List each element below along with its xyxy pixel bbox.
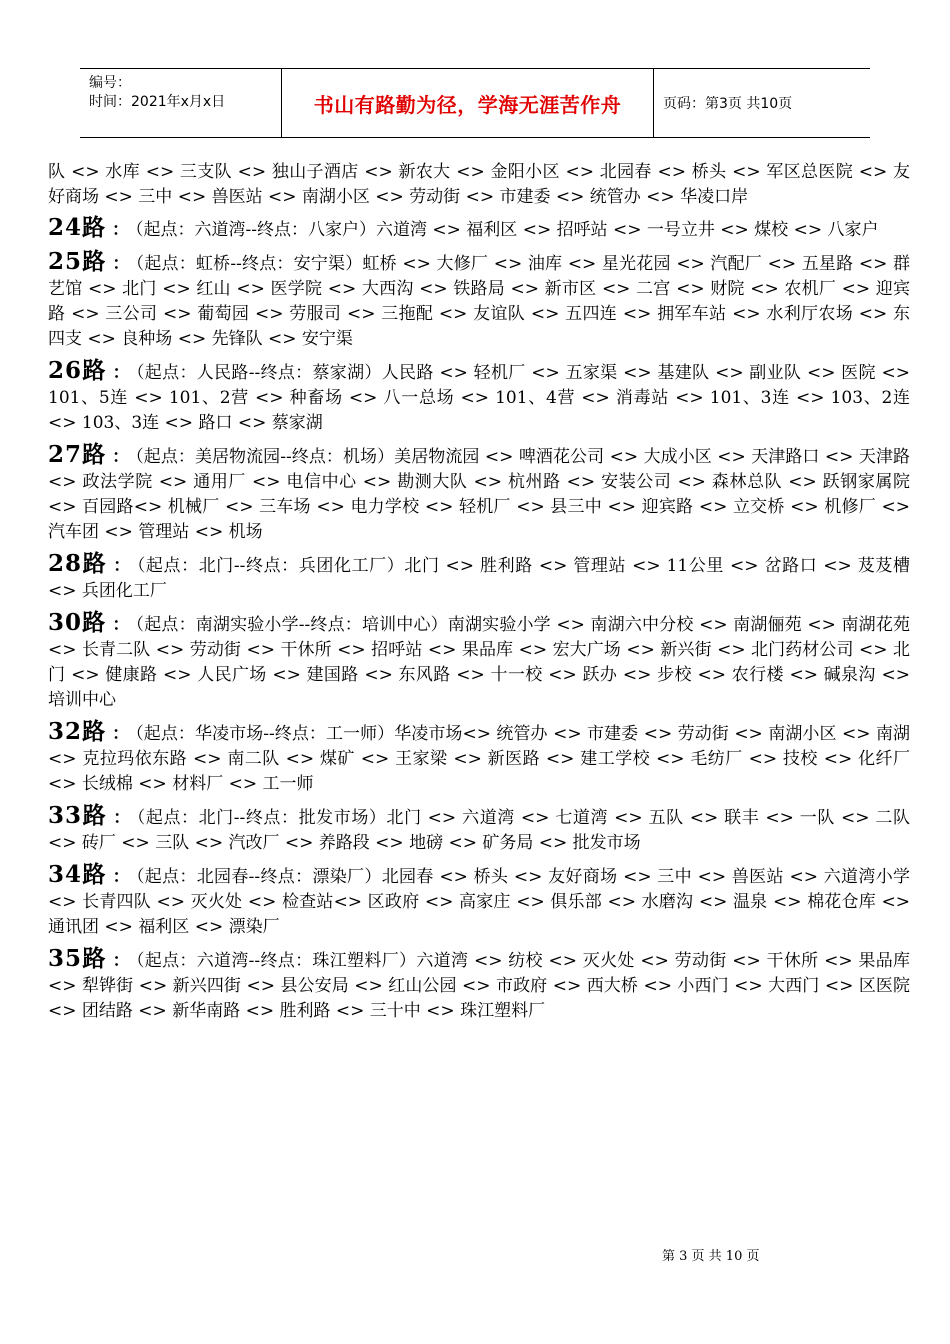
route-stops: （起点：虹桥--终点：安宁渠）虹桥 <> 大修厂 <> 油库 <> 星光花园 <> 汽配厂 <> 五星路 <> 群艺馆 <> 北门 <> 红山 <> 医学院 <> 大西沟 <> 铁路局 <> 新市区 <> 二宫 <> 财院 <> 农机厂 <> 迎宾路 <> 三公司 <> 葡萄园 <> 劳服司 <> 三拖配 <> 友谊队 <> 五四连 <> 拥军车站 <> 水利厅农场 <> 东四支 <> 良种场 <> 先锋队 <> 安宁渠 [48, 254, 911, 349]
route-stops: （起点：南湖实验小学--终点：培训中心）南湖实验小学 <> 南湖六中分校 <> 南湖俪苑 <> 南湖花苑 <> 长青二队 <> 劳动街 <> 干休所 <> 招呼站 <> 果品库 <> 宏大广场 <> 新兴街 <> 北门药材公司 <> 北门 <> 健康路 <> 人民广场 <> 建国路 <> 东风路 <> 十一校 <> 跃办 <> 步校 <> 农行楼 <> 碱泉沟 <> 培训中心 [48, 615, 911, 710]
route-name: 32路 [48, 718, 107, 745]
continuation-paragraph: 队 <> 水库 <> 三支队 <> 独山子酒店 <> 新农大 <> 金阳小区 <> 北园春 <> 桥头 <> 军区总医院 <> 友好商场 <> 三中 <> 兽医站 <> 南湖小区 <> 劳动街 <> 市建委 <> 统管办 <> 华凌口岸 [48, 162, 910, 207]
route-colon: ： [112, 615, 130, 635]
route-name: 25路 [48, 248, 107, 275]
routes-container [48, 215, 910, 1024]
route-colon: ： [112, 363, 130, 383]
route-stops: （起点：北园春--终点：漂染厂）北园春 <> 桥头 <> 友好商场 <> 三中 <> 兽医站 <> 六道湾小学 <> 长青四队 <> 灭火处 <> 检查站<> 区政府 <> 高家庄 <> 俱乐部 <> 水磨沟 <> 温泉 <> 棉花仓库 <> 通讯团 <> 福利区 <> 漂染厂 [48, 867, 911, 937]
page-footer: 第 3 页 共 10 页 [662, 1249, 760, 1264]
header-meta [80, 69, 282, 137]
route-paragraph [48, 610, 910, 713]
page-header [80, 68, 870, 138]
route-stops: （起点：六道湾--终点：珠江塑料厂）六道湾 <> 纺校 <> 灭火处 <> 劳动街 <> 干休所 <> 果品库 <> 犁铧街 <> 新兴四街 <> 县公安局 <> 红山公园 <> 市政府 <> 西大桥 <> 小西门 <> 大西门 <> 区医院 <> 团结路 <> 新华南路 <> 胜利路 <> 三十中 <> 珠江塑料厂 [48, 951, 911, 1021]
route-paragraph [48, 803, 910, 856]
route-paragraph [48, 249, 910, 352]
route-paragraph [48, 358, 910, 436]
route-colon: ： [112, 447, 130, 467]
route-stops: （起点：六道湾--终点：八家户）六道湾 <> 福利区 <> 招呼站 <> 一号立井 <> 煤校 <> 八家户 [135, 220, 879, 240]
route-name: 28路 [48, 550, 108, 577]
route-name: 34路 [48, 861, 107, 888]
route-paragraph [48, 862, 910, 940]
route-name: 33路 [48, 802, 108, 829]
route-name: 35路 [48, 945, 107, 972]
document-date-label: 时间：2021年x月x日 [89, 94, 226, 110]
route-stops: （起点：北门--终点：兵团化工厂）北门 <> 胜利路 <> 管理站 <> 11公里 <> 岔路口 <> 芨芨槽 <> 兵团化工厂 [48, 556, 910, 601]
route-paragraph [48, 215, 910, 243]
route-colon: ： [112, 220, 130, 240]
route-colon: ： [112, 867, 130, 887]
route-colon: ： [112, 724, 130, 744]
route-stops: （起点：华凌市场--终点：工一师）华凌市场<> 统管办 <> 市建委 <> 劳动街 <> 南湖小区 <> 南湖 <> 克拉玛依东路 <> 南二队 <> 煤矿 <> 王家梁 <> 新医路 <> 建工学校 <> 毛纺厂 <> 技校 <> 化纤厂 <> 长绒棉 <> 材料厂 <> 工一师 [48, 724, 911, 794]
route-name: 30路 [48, 609, 107, 636]
route-paragraph [48, 719, 910, 797]
route-list [48, 160, 910, 1030]
route-name: 27路 [48, 441, 107, 468]
route-paragraph [48, 551, 910, 604]
header-motto: 书山有路勤为径，学海无涯苦作舟 [282, 69, 654, 137]
route-stops: （起点：美居物流园--终点：机场）美居物流园 <> 啤酒花公司 <> 大成小区 <> 天津路口 <> 天津路 <> 政法学院 <> 通用厂 <> 电信中心 <> 勘测大队 <> 杭州路 <> 安装公司 <> 森林总队 <> 跃钢家属院 <> 百园路<> 机械厂 <> 三车场 <> 电力学校 <> 轻机厂 <> 县三中 <> 迎宾路 <> 立交桥 <> 机修厂 <> 汽车团 <> 管理站 <> 机场 [48, 447, 911, 542]
route-paragraph [48, 946, 910, 1024]
route-colon: ： [113, 808, 131, 828]
route-paragraph [48, 442, 910, 545]
route-stops: （起点：北门--终点：批发市场）北门 <> 六道湾 <> 七道湾 <> 五队 <> 联丰 <> 一队 <> 二队 <> 砖厂 <> 三队 <> 汽改厂 <> 养路段 <> 地磅 <> 矿务局 <> 批发市场 [48, 808, 911, 853]
route-name: 26路 [48, 357, 107, 384]
header-page-number: 页码：第3页 共10页 [663, 96, 793, 112]
route-colon: ： [112, 951, 130, 971]
route-colon: ： [112, 254, 130, 274]
route-colon: ： [113, 556, 131, 576]
route-stops: （起点：人民路--终点：蔡家湖）人民路 <> 轻机厂 <> 五家渠 <> 基建队 <> 副业队 <> 医院 <> 101、5连 <> 101、2营 <> 种畜场 <> 八一总场 <> 101、4营 <> 消毒站 <> 101、3连 <> 103、2连 <> 103、3连 <> 路口 <> 蔡家湖 [48, 363, 911, 433]
document-number-label: 编号： [89, 75, 131, 91]
route-name: 24路 [48, 214, 107, 241]
